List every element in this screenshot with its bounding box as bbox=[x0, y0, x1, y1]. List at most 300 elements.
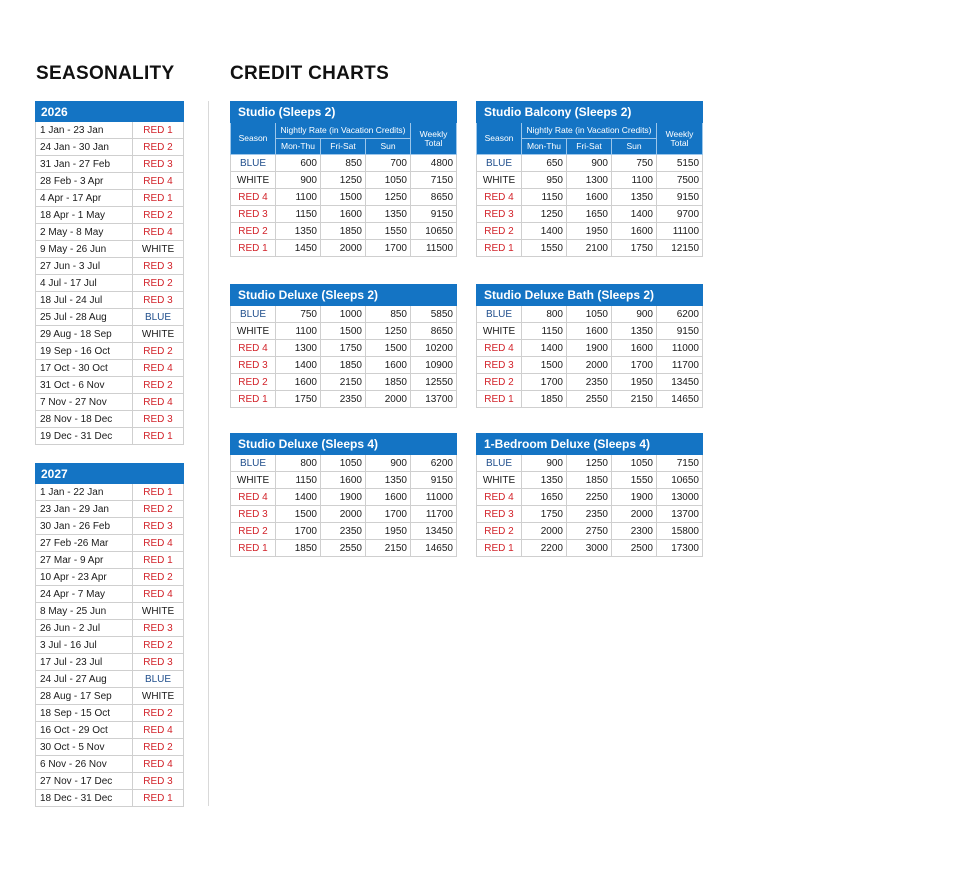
fri-sat-credits: 2250 bbox=[567, 489, 612, 506]
fri-sat-credits: 1500 bbox=[321, 323, 366, 340]
season-col-header: Season bbox=[231, 123, 276, 155]
date-range: 18 Jul - 24 Jul bbox=[36, 292, 133, 309]
season-tier: RED 3 bbox=[133, 411, 184, 428]
season-tier: RED 2 bbox=[231, 523, 276, 540]
nightly-rate-header: Nightly Rate (in Vacation Credits) bbox=[522, 123, 657, 139]
season-tier: RED 3 bbox=[477, 506, 522, 523]
weekly-total-credits: 13000 bbox=[657, 489, 703, 506]
fri-sat-credits: 2150 bbox=[321, 374, 366, 391]
mon-thu-credits: 1550 bbox=[522, 240, 567, 257]
nightly-rate-header: Nightly Rate (in Vacation Credits) bbox=[276, 123, 411, 139]
weekly-total-credits: 17300 bbox=[657, 540, 703, 557]
table-row bbox=[36, 654, 184, 671]
mon-thu-credits: 1400 bbox=[276, 489, 321, 506]
table-row bbox=[477, 523, 703, 540]
mon-thu-credits: 1400 bbox=[276, 357, 321, 374]
weekly-total-credits: 11100 bbox=[657, 223, 703, 240]
season-tier: RED 4 bbox=[133, 394, 184, 411]
date-range: 30 Oct - 5 Nov bbox=[36, 739, 133, 756]
weekly-total-credits: 13700 bbox=[411, 391, 457, 408]
weekly-total-credits: 10200 bbox=[411, 340, 457, 357]
weekly-total-credits: 4800 bbox=[411, 155, 457, 172]
date-range: 1 Jan - 23 Jan bbox=[36, 122, 133, 139]
credit-table-title: Studio Deluxe Bath (Sleeps 2) bbox=[477, 285, 703, 306]
sun-credits: 1350 bbox=[612, 189, 657, 206]
season-tier: RED 4 bbox=[231, 340, 276, 357]
season-tier: RED 2 bbox=[477, 523, 522, 540]
season-tier: BLUE bbox=[477, 455, 522, 472]
table-row bbox=[231, 523, 457, 540]
fri-sat-credits: 1900 bbox=[567, 340, 612, 357]
table-row bbox=[231, 340, 457, 357]
season-tier: WHITE bbox=[477, 172, 522, 189]
mon-thu-credits: 1250 bbox=[522, 206, 567, 223]
table-row bbox=[36, 569, 184, 586]
weekly-total-credits: 15800 bbox=[657, 523, 703, 540]
table-row bbox=[477, 489, 703, 506]
credit-table bbox=[230, 101, 457, 257]
season-year-header: 2027 bbox=[36, 464, 184, 484]
table-row bbox=[231, 240, 457, 257]
table-row bbox=[36, 756, 184, 773]
sun-credits: 750 bbox=[612, 155, 657, 172]
season-tier: RED 1 bbox=[133, 122, 184, 139]
mon-thu-credits: 750 bbox=[276, 306, 321, 323]
mon-thu-credits: 1750 bbox=[522, 506, 567, 523]
sun-credits: 2500 bbox=[612, 540, 657, 557]
date-range: 19 Sep - 16 Oct bbox=[36, 343, 133, 360]
season-tier: RED 4 bbox=[133, 224, 184, 241]
sun-credits: 1250 bbox=[366, 323, 411, 340]
season-tier: RED 4 bbox=[133, 756, 184, 773]
season-tier: WHITE bbox=[133, 241, 184, 258]
table-row bbox=[36, 773, 184, 790]
date-range: 1 Jan - 22 Jan bbox=[36, 484, 133, 501]
table-row bbox=[231, 455, 457, 472]
season-table-2026 bbox=[35, 101, 184, 445]
table-row bbox=[36, 207, 184, 224]
table-row bbox=[477, 189, 703, 206]
season-tier: RED 1 bbox=[477, 391, 522, 408]
season-tier: RED 1 bbox=[133, 484, 184, 501]
sun-credits: 1100 bbox=[612, 172, 657, 189]
mon-thu-credits: 1500 bbox=[522, 357, 567, 374]
season-tier: RED 3 bbox=[133, 518, 184, 535]
table-row bbox=[36, 705, 184, 722]
date-range: 6 Nov - 26 Nov bbox=[36, 756, 133, 773]
season-tier: RED 3 bbox=[133, 654, 184, 671]
fri-sat-credits: 3000 bbox=[567, 540, 612, 557]
season-tier: WHITE bbox=[133, 326, 184, 343]
season-col-header: Season bbox=[477, 123, 522, 155]
table-row bbox=[477, 240, 703, 257]
date-range: 16 Oct - 29 Oct bbox=[36, 722, 133, 739]
season-tier: RED 4 bbox=[231, 489, 276, 506]
date-range: 24 Jul - 27 Aug bbox=[36, 671, 133, 688]
sun-credits: 2150 bbox=[612, 391, 657, 408]
weekly-total-header: Weekly Total bbox=[411, 123, 457, 155]
weekly-total-credits: 9150 bbox=[657, 323, 703, 340]
table-row bbox=[36, 377, 184, 394]
sun-credits: 1050 bbox=[366, 172, 411, 189]
table-row bbox=[36, 790, 184, 807]
sun-header: Sun bbox=[612, 139, 657, 155]
table-row bbox=[36, 428, 184, 445]
weekly-total-credits: 10650 bbox=[411, 223, 457, 240]
season-tier: RED 4 bbox=[133, 535, 184, 552]
sun-credits: 1500 bbox=[366, 340, 411, 357]
sun-credits: 1700 bbox=[612, 357, 657, 374]
date-range: 17 Jul - 23 Jul bbox=[36, 654, 133, 671]
date-range: 18 Apr - 1 May bbox=[36, 207, 133, 224]
season-tier: RED 2 bbox=[133, 501, 184, 518]
weekly-total-credits: 14650 bbox=[411, 540, 457, 557]
table-row bbox=[231, 374, 457, 391]
table-row bbox=[477, 391, 703, 408]
mon-thu-credits: 800 bbox=[276, 455, 321, 472]
table-row bbox=[477, 223, 703, 240]
season-tier: WHITE bbox=[477, 472, 522, 489]
fri-sat-credits: 1500 bbox=[321, 189, 366, 206]
mon-thu-credits: 1100 bbox=[276, 189, 321, 206]
date-range: 23 Jan - 29 Jan bbox=[36, 501, 133, 518]
fri-sat-credits: 900 bbox=[567, 155, 612, 172]
table-row bbox=[36, 552, 184, 569]
season-tier: RED 2 bbox=[133, 207, 184, 224]
table-row bbox=[477, 472, 703, 489]
credit-table-title: Studio Balcony (Sleeps 2) bbox=[477, 102, 703, 123]
mon-thu-credits: 2000 bbox=[522, 523, 567, 540]
sun-credits: 1400 bbox=[612, 206, 657, 223]
date-range: 18 Sep - 15 Oct bbox=[36, 705, 133, 722]
weekly-total-credits: 13700 bbox=[657, 506, 703, 523]
credit-table bbox=[476, 433, 703, 557]
credit-charts-heading: CREDIT CHARTS bbox=[230, 63, 390, 84]
table-row bbox=[231, 540, 457, 557]
table-row bbox=[36, 637, 184, 654]
sun-credits: 1950 bbox=[612, 374, 657, 391]
weekly-total-header: Weekly Total bbox=[657, 123, 703, 155]
sun-credits: 2000 bbox=[366, 391, 411, 408]
credit-table-title: Studio (Sleeps 2) bbox=[231, 102, 457, 123]
table-row bbox=[36, 343, 184, 360]
weekly-total-credits: 9150 bbox=[411, 472, 457, 489]
table-row bbox=[36, 722, 184, 739]
fri-sat-credits: 1850 bbox=[321, 357, 366, 374]
date-range: 24 Jan - 30 Jan bbox=[36, 139, 133, 156]
mon-thu-credits: 1850 bbox=[522, 391, 567, 408]
date-range: 26 Jun - 2 Jul bbox=[36, 620, 133, 637]
weekly-total-credits: 5150 bbox=[657, 155, 703, 172]
mon-thu-credits: 1500 bbox=[276, 506, 321, 523]
season-tier: BLUE bbox=[231, 155, 276, 172]
season-tier: RED 2 bbox=[231, 223, 276, 240]
mon-thu-credits: 1100 bbox=[276, 323, 321, 340]
table-row bbox=[36, 309, 184, 326]
column-divider bbox=[208, 101, 209, 806]
sun-credits: 2000 bbox=[612, 506, 657, 523]
sun-credits: 700 bbox=[366, 155, 411, 172]
weekly-total-credits: 7500 bbox=[657, 172, 703, 189]
weekly-total-credits: 13450 bbox=[657, 374, 703, 391]
season-tier: RED 2 bbox=[477, 374, 522, 391]
credit-table-title: Studio Deluxe (Sleeps 2) bbox=[231, 285, 457, 306]
credit-table-title: 1-Bedroom Deluxe (Sleeps 4) bbox=[477, 434, 703, 455]
sun-credits: 1550 bbox=[612, 472, 657, 489]
weekly-total-credits: 11700 bbox=[657, 357, 703, 374]
date-range: 27 Mar - 9 Apr bbox=[36, 552, 133, 569]
date-range: 24 Apr - 7 May bbox=[36, 586, 133, 603]
mon-thu-credits: 1650 bbox=[522, 489, 567, 506]
season-tier: RED 2 bbox=[133, 139, 184, 156]
sun-credits: 1700 bbox=[366, 506, 411, 523]
mon-thu-credits: 1400 bbox=[522, 223, 567, 240]
table-row bbox=[36, 484, 184, 501]
season-tier: RED 2 bbox=[133, 377, 184, 394]
fri-sat-credits: 1600 bbox=[567, 323, 612, 340]
date-range: 27 Feb -26 Mar bbox=[36, 535, 133, 552]
table-row bbox=[36, 411, 184, 428]
mon-thu-credits: 2200 bbox=[522, 540, 567, 557]
weekly-total-credits: 9150 bbox=[411, 206, 457, 223]
season-tier: RED 2 bbox=[133, 637, 184, 654]
weekly-total-credits: 12150 bbox=[657, 240, 703, 257]
season-tier: RED 3 bbox=[133, 620, 184, 637]
table-row bbox=[477, 172, 703, 189]
mon-thu-credits: 900 bbox=[522, 455, 567, 472]
date-range: 31 Jan - 27 Feb bbox=[36, 156, 133, 173]
mon-thu-credits: 950 bbox=[522, 172, 567, 189]
weekly-total-credits: 13450 bbox=[411, 523, 457, 540]
date-range: 25 Jul - 28 Aug bbox=[36, 309, 133, 326]
mon-thu-credits: 1150 bbox=[522, 323, 567, 340]
weekly-total-credits: 11500 bbox=[411, 240, 457, 257]
table-row bbox=[231, 357, 457, 374]
sun-credits: 1050 bbox=[612, 455, 657, 472]
season-tier: RED 1 bbox=[477, 240, 522, 257]
sun-credits: 1600 bbox=[366, 357, 411, 374]
sun-credits: 1600 bbox=[612, 223, 657, 240]
table-row bbox=[36, 292, 184, 309]
mon-thu-credits: 650 bbox=[522, 155, 567, 172]
fri-sat-credits: 1950 bbox=[567, 223, 612, 240]
season-tier: RED 1 bbox=[477, 540, 522, 557]
season-tier: RED 3 bbox=[231, 357, 276, 374]
table-row bbox=[36, 501, 184, 518]
fri-sat-credits: 850 bbox=[321, 155, 366, 172]
season-tier: RED 3 bbox=[133, 773, 184, 790]
sun-credits: 1900 bbox=[612, 489, 657, 506]
table-row bbox=[477, 155, 703, 172]
mon-thu-credits: 1150 bbox=[276, 206, 321, 223]
season-year-header: 2026 bbox=[36, 102, 184, 122]
mon-thu-credits: 1400 bbox=[522, 340, 567, 357]
table-row bbox=[36, 258, 184, 275]
fri-sat-credits: 1250 bbox=[321, 172, 366, 189]
credit-table bbox=[230, 433, 457, 557]
table-row bbox=[36, 360, 184, 377]
table-row bbox=[477, 540, 703, 557]
season-tier: RED 3 bbox=[231, 506, 276, 523]
fri-sat-credits: 1600 bbox=[321, 472, 366, 489]
weekly-total-credits: 6200 bbox=[657, 306, 703, 323]
mon-thu-credits: 1450 bbox=[276, 240, 321, 257]
date-range: 10 Apr - 23 Apr bbox=[36, 569, 133, 586]
season-tier: RED 1 bbox=[231, 391, 276, 408]
date-range: 28 Aug - 17 Sep bbox=[36, 688, 133, 705]
table-row bbox=[477, 323, 703, 340]
weekly-total-credits: 9150 bbox=[657, 189, 703, 206]
table-row bbox=[36, 739, 184, 756]
mon-thu-credits: 1700 bbox=[276, 523, 321, 540]
table-row bbox=[36, 122, 184, 139]
fri-sat-credits: 2000 bbox=[321, 506, 366, 523]
table-row bbox=[36, 241, 184, 258]
sun-credits: 1600 bbox=[366, 489, 411, 506]
fri-sat-credits: 1250 bbox=[567, 455, 612, 472]
table-row bbox=[231, 506, 457, 523]
season-tier: RED 4 bbox=[477, 489, 522, 506]
season-tier: RED 4 bbox=[133, 360, 184, 377]
table-row bbox=[36, 535, 184, 552]
table-row bbox=[36, 620, 184, 637]
season-tier: BLUE bbox=[477, 155, 522, 172]
date-range: 17 Oct - 30 Oct bbox=[36, 360, 133, 377]
date-range: 28 Nov - 18 Dec bbox=[36, 411, 133, 428]
table-row bbox=[36, 139, 184, 156]
mon-thu-credits: 1150 bbox=[276, 472, 321, 489]
weekly-total-credits: 8650 bbox=[411, 323, 457, 340]
table-row bbox=[231, 206, 457, 223]
season-table-2027 bbox=[35, 463, 184, 807]
weekly-total-credits: 9700 bbox=[657, 206, 703, 223]
sun-credits: 1350 bbox=[366, 472, 411, 489]
sun-credits: 850 bbox=[366, 306, 411, 323]
date-range: 2 May - 8 May bbox=[36, 224, 133, 241]
table-row bbox=[477, 340, 703, 357]
table-row bbox=[231, 489, 457, 506]
table-row bbox=[477, 357, 703, 374]
fri-sat-credits: 1000 bbox=[321, 306, 366, 323]
fri-sat-credits: 1050 bbox=[567, 306, 612, 323]
season-tier: RED 3 bbox=[133, 292, 184, 309]
mon-thu-credits: 1850 bbox=[276, 540, 321, 557]
sun-credits: 2300 bbox=[612, 523, 657, 540]
table-row bbox=[36, 518, 184, 535]
weekly-total-credits: 11700 bbox=[411, 506, 457, 523]
table-row bbox=[36, 326, 184, 343]
season-tier: RED 3 bbox=[477, 357, 522, 374]
season-tier: WHITE bbox=[133, 688, 184, 705]
table-row bbox=[36, 394, 184, 411]
date-range: 27 Nov - 17 Dec bbox=[36, 773, 133, 790]
table-row bbox=[231, 306, 457, 323]
sun-credits: 1550 bbox=[366, 223, 411, 240]
sun-credits: 1950 bbox=[366, 523, 411, 540]
table-row bbox=[36, 671, 184, 688]
season-tier: BLUE bbox=[231, 455, 276, 472]
date-range: 19 Dec - 31 Dec bbox=[36, 428, 133, 445]
table-row bbox=[231, 323, 457, 340]
table-row bbox=[36, 224, 184, 241]
table-row bbox=[231, 391, 457, 408]
table-row bbox=[477, 455, 703, 472]
season-tier: BLUE bbox=[133, 671, 184, 688]
season-tier: WHITE bbox=[231, 472, 276, 489]
table-row bbox=[36, 275, 184, 292]
date-range: 27 Jun - 3 Jul bbox=[36, 258, 133, 275]
season-tier: RED 2 bbox=[477, 223, 522, 240]
mon-thu-credits: 1600 bbox=[276, 374, 321, 391]
season-tier: RED 1 bbox=[231, 240, 276, 257]
mon-thu-credits: 800 bbox=[522, 306, 567, 323]
season-tier: RED 2 bbox=[133, 705, 184, 722]
mon-thu-credits: 900 bbox=[276, 172, 321, 189]
credit-table bbox=[230, 284, 457, 408]
table-row bbox=[231, 472, 457, 489]
fri-sat-credits: 2750 bbox=[567, 523, 612, 540]
season-tier: RED 4 bbox=[133, 173, 184, 190]
sun-credits: 1750 bbox=[612, 240, 657, 257]
fri-sat-credits: 2350 bbox=[567, 506, 612, 523]
table-row bbox=[36, 190, 184, 207]
date-range: 29 Aug - 18 Sep bbox=[36, 326, 133, 343]
season-tier: RED 2 bbox=[133, 569, 184, 586]
weekly-total-credits: 10650 bbox=[657, 472, 703, 489]
mon-thu-credits: 1350 bbox=[522, 472, 567, 489]
fri-sat-credits: 1600 bbox=[321, 206, 366, 223]
season-tier: RED 1 bbox=[133, 552, 184, 569]
season-tier: RED 2 bbox=[133, 739, 184, 756]
table-row bbox=[477, 506, 703, 523]
season-tier: BLUE bbox=[231, 306, 276, 323]
season-tier: RED 4 bbox=[231, 189, 276, 206]
season-tier: WHITE bbox=[231, 172, 276, 189]
season-tier: RED 1 bbox=[133, 790, 184, 807]
sun-credits: 900 bbox=[612, 306, 657, 323]
fri-sat-credits: 2100 bbox=[567, 240, 612, 257]
fri-sat-credits: 2000 bbox=[321, 240, 366, 257]
credit-table-title: Studio Deluxe (Sleeps 4) bbox=[231, 434, 457, 455]
season-tier: BLUE bbox=[477, 306, 522, 323]
date-range: 3 Jul - 16 Jul bbox=[36, 637, 133, 654]
fri-sat-credits: 1650 bbox=[567, 206, 612, 223]
date-range: 4 Jul - 17 Jul bbox=[36, 275, 133, 292]
mon-thu-credits: 1150 bbox=[522, 189, 567, 206]
season-tier: WHITE bbox=[231, 323, 276, 340]
season-tier: RED 4 bbox=[477, 340, 522, 357]
sun-credits: 1700 bbox=[366, 240, 411, 257]
mon-thu-header: Mon-Thu bbox=[276, 139, 321, 155]
fri-sat-credits: 2350 bbox=[321, 523, 366, 540]
season-tier: RED 1 bbox=[231, 540, 276, 557]
credit-table bbox=[476, 101, 703, 257]
fri-sat-credits: 1050 bbox=[321, 455, 366, 472]
fri-sat-credits: 1850 bbox=[567, 472, 612, 489]
mon-thu-credits: 1350 bbox=[276, 223, 321, 240]
date-range: 7 Nov - 27 Nov bbox=[36, 394, 133, 411]
date-range: 8 May - 25 Jun bbox=[36, 603, 133, 620]
table-row bbox=[477, 206, 703, 223]
table-row bbox=[36, 173, 184, 190]
table-row bbox=[36, 688, 184, 705]
season-tier: RED 3 bbox=[133, 156, 184, 173]
season-tier: RED 2 bbox=[231, 374, 276, 391]
sun-header: Sun bbox=[366, 139, 411, 155]
date-range: 31 Oct - 6 Nov bbox=[36, 377, 133, 394]
mon-thu-credits: 1300 bbox=[276, 340, 321, 357]
mon-thu-credits: 600 bbox=[276, 155, 321, 172]
